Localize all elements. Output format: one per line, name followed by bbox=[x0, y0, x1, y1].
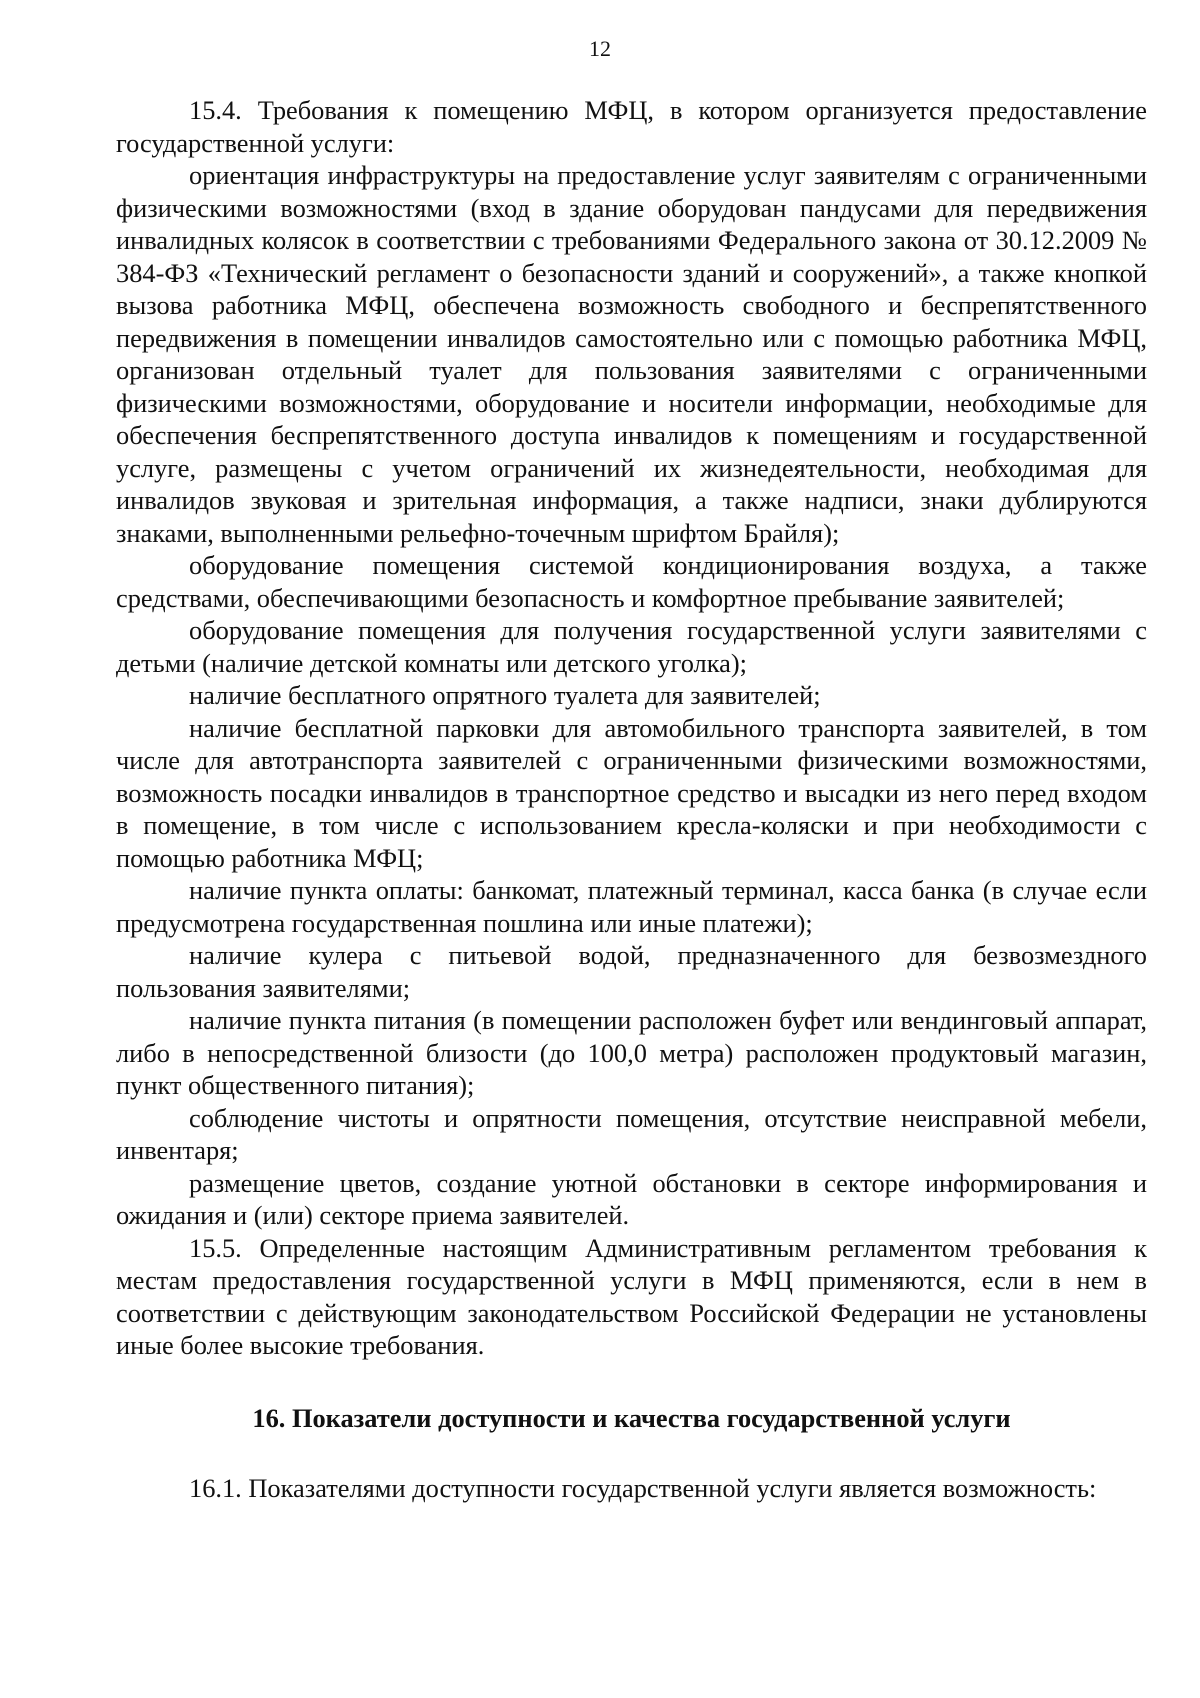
paragraph-16-1: 16.1. Показателями доступности государственной услуги является возможность: bbox=[189, 1473, 1097, 1503]
paragraph-infrastructure: ориентация инфраструктуры на предоставление услуг заявителям с ограниченными физическими возможностями (вход в здание оборудован пандусами для передвижения инвалидных колясок в соответствии с требованиями Федерального закона от 30.12.2009 № 384-ФЗ «Технический регламент о безопасности зданий и сооружений», а также кнопкой вызова работника МФЦ, обеспечена возможность свободного и беспрепятственного передвижения в помещении инвалидов самостоятельно или с помощью работника МФЦ, организован отдельный туалет для пользования заявителями с ограниченными физическими возможностями, оборудование и носители информации, необходимые для обеспечения беспрепятственного доступа инвалидов к помещениям и государственной услуге, размещены с учетом ограничений их жизнедеятельности, необходимая для инвалидов звуковая и зрительная информация, а также надписи, знаки дублируются знаками, выполненными рельефно-точечным шрифтом Брайля); bbox=[116, 160, 1147, 548]
paragraph-children-room: оборудование помещения для получения государственной услуги заявителями с детьми (наличие детской комнаты или детского уголка); bbox=[116, 615, 1147, 678]
paragraph-water-cooler: наличие кулера с питьевой водой, предназначенного для безвозмездного пользования заявителями; bbox=[116, 940, 1147, 1003]
paragraph-food-point: наличие пункта питания (в помещении расположен буфет или вендинговый аппарат, либо в непосредственной близости (до 100,0 метра) расположен продуктовый магазин, пункт общественного питания); bbox=[116, 1005, 1147, 1100]
paragraph-parking: наличие бесплатной парковки для автомобильного транспорта заявителей, в том числе для автотранспорта заявителей с ограниченными физическими возможностями, возможность посадки инвалидов в транспортное средство и высадки из него перед входом в помещение, в том числе с использованием кресла-коляски и при необходимости с помощью работника МФЦ; bbox=[116, 712, 1147, 873]
paragraph-air-conditioning: оборудование помещения системой кондиционирования воздуха, а также средствами, обеспечивающими безопасность и комфортное пребывание заявителей; bbox=[116, 550, 1147, 613]
paragraph-15-4: 15.4. Требования к помещению МФЦ, в котором организуется предоставление государственной услуги: bbox=[116, 95, 1147, 158]
paragraph-15-5: 15.5. Определенные настоящим Административным регламентом требования к местам предоставления государственной услуги в МФЦ применяются, если в нем в соответствии с действующим законодательством Российской Федерации не установлены иные более высокие требования. bbox=[116, 1232, 1147, 1360]
paragraph-cleanliness: соблюдение чистоты и опрятности помещения, отсутствие неисправной мебели, инвентаря; bbox=[116, 1102, 1147, 1165]
page-number: 12 bbox=[589, 36, 611, 61]
document-body bbox=[116, 94, 1147, 1505]
paragraph-flowers: размещение цветов, создание уютной обстановки в секторе информирования и ожидания и (или) секторе приема заявителей. bbox=[116, 1167, 1147, 1230]
paragraph-payment-point: наличие пункта оплаты: банкомат, платежный терминал, касса банка (в случае если предусмотрена государственная пошлина или иные платежи); bbox=[116, 875, 1147, 938]
paragraph-toilet: наличие бесплатного опрятного туалета для заявителей; bbox=[189, 680, 821, 710]
section-heading: 16. Показатели доступности и качества государственной услуги bbox=[252, 1402, 1011, 1433]
